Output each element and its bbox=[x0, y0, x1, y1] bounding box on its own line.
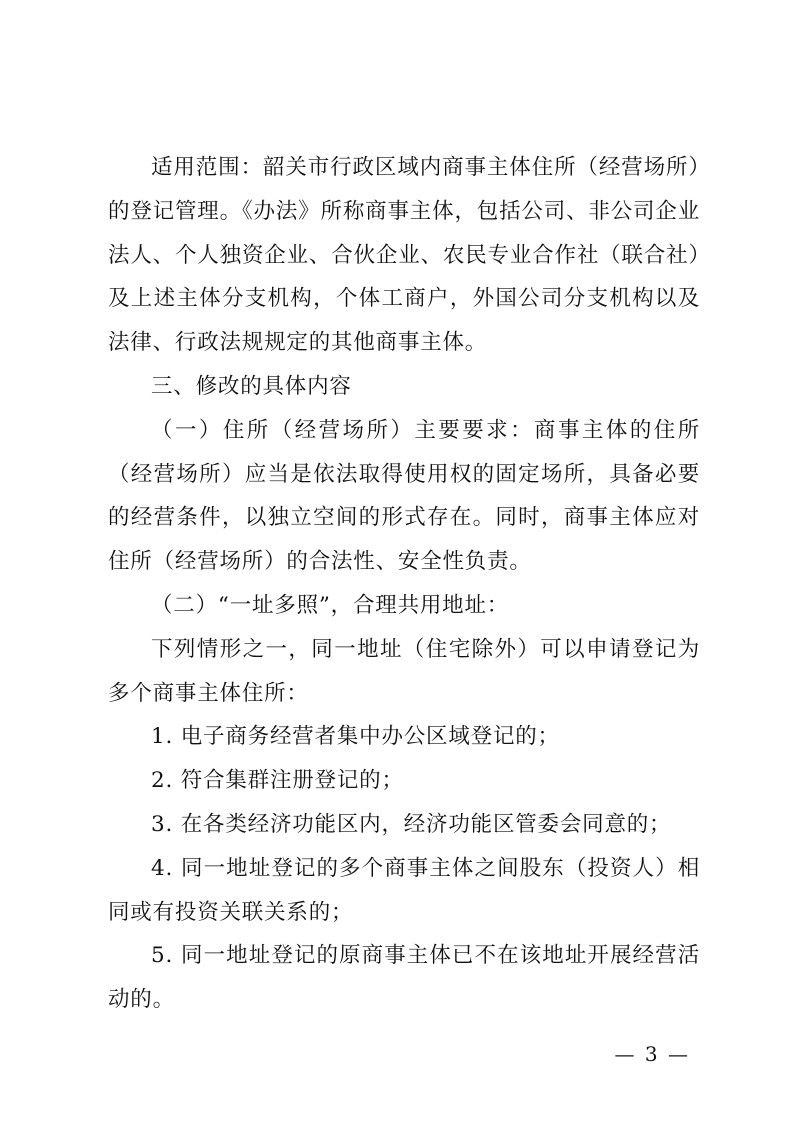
body-text bbox=[108, 146, 700, 1022]
page-number: — 3 — bbox=[614, 1042, 690, 1066]
list-item-5: 5. 同一地址登记的原商事主体已不在该地址开展经营活动的。 bbox=[108, 943, 700, 1013]
list-item-2: 2. 符合集群注册登记的； bbox=[151, 768, 404, 794]
paragraph-scope: 适用范围：韶关市行政区域内商事主体住所（经营场所）的登记管理。《办法》所称商事主体，包括公司、非公司企业法人、个人独资企业、合伙企业、农民专业合作社（联合社）及上述主体分支机构，个体工商户，外国公司分支机构以及法律、行政法规规定的其他商事主体。 bbox=[108, 155, 700, 356]
list-item-3: 3. 在各类经济功能区内，经济功能区管委会同意的； bbox=[151, 811, 672, 837]
paragraph-sub-1: （一）住所（经营场所）主要要求：商事主体的住所（经营场所）应当是依法取得使用权的固定场所，具备必要的经营条件，以独立空间的形式存在。同时，商事主体应对住所（经营场所）的合法性、安全性负责。 bbox=[108, 417, 700, 575]
section-heading: 三、修改的具体内容 bbox=[151, 373, 352, 399]
list-item-1: 1. 电子商务经营者集中办公区域登记的； bbox=[151, 724, 560, 750]
paragraph-sub-2: （二）“一址多照”，合理共用地址： bbox=[151, 592, 510, 618]
paragraph-intro: 下列情形之一，同一地址（住宅除外）可以申请登记为多个商事主体住所： bbox=[108, 636, 700, 706]
list-item-4: 4. 同一地址登记的多个商事主体之间股东（投资人）相同或有投资关联关系的； bbox=[108, 855, 700, 925]
